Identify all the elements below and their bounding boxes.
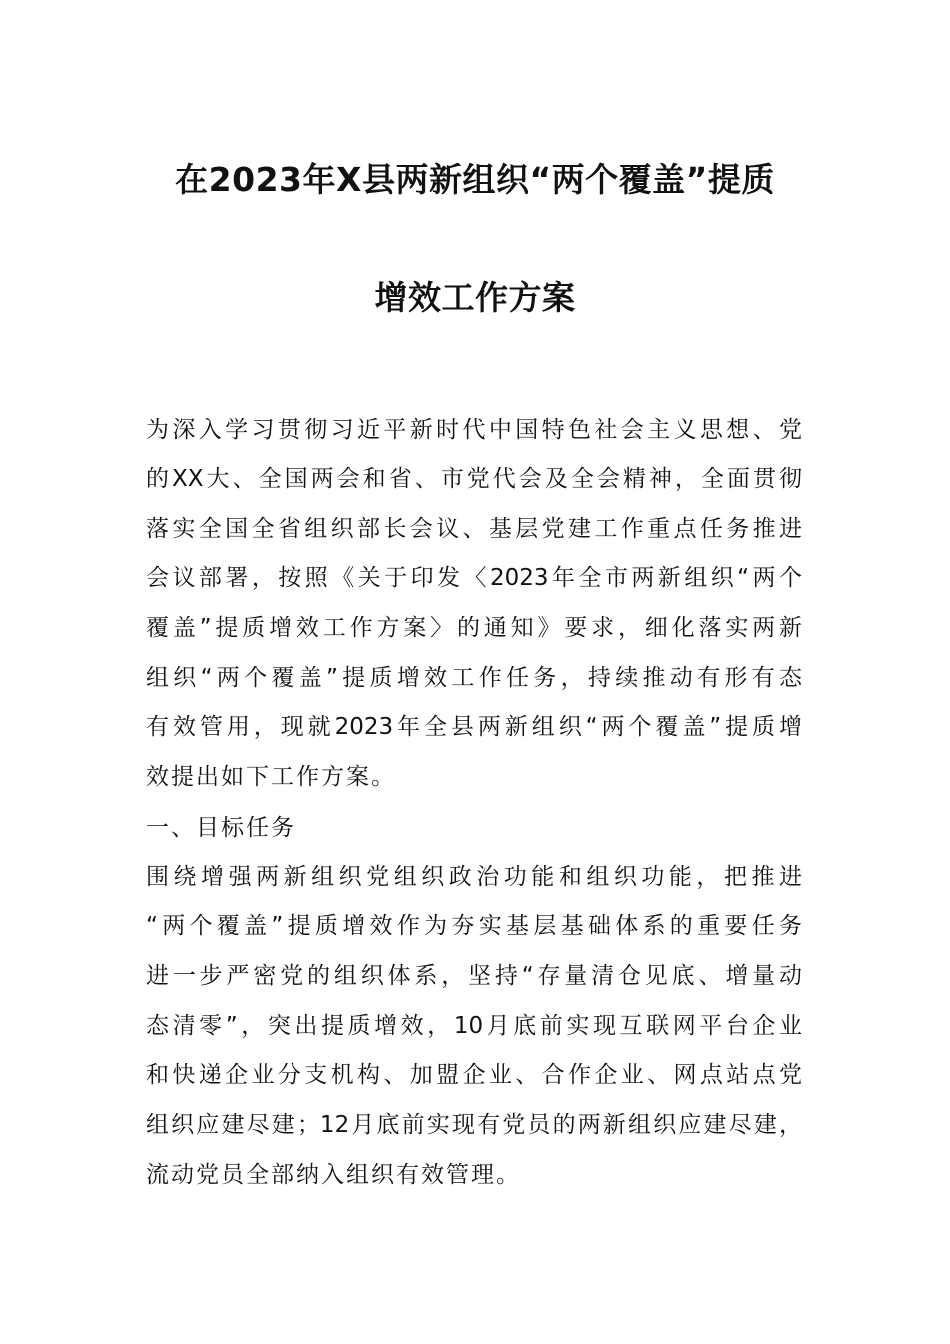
document-title-line-2: 增效工作方案 [374,278,576,317]
intro-line: 效提出如下工作方案。 [146,764,396,790]
section-line: 进一步严密党的组织体系，坚持“存量清仓见底、增量动 [146,963,802,989]
section-line: 流动党员全部纳入组织有效管理。 [146,1162,521,1188]
section-line: 围绕增强两新组织党组织政治功能和组织功能，把推进 [146,864,802,890]
intro-line: 为深入学习贯彻习近平新时代中国特色社会主义思想、党 [146,417,802,443]
intro-line: 会议部署，按照《关于印发〈2023年全市两新组织“两个 [146,565,802,591]
section-line: 组织应建尽建；12月底前实现有党员的两新组织应建尽建， [146,1112,802,1138]
intro-line: 落实全国全省组织部长会议、基层党建工作重点任务推进 [146,516,802,542]
intro-line: 覆盖”提质增效工作方案〉的通知》要求，细化落实两新 [146,615,802,641]
section-line: 态清零”，突出提质增效，10月底前实现互联网平台企业 [146,1013,802,1039]
section-heading: 一、目标任务 [146,815,296,841]
section-line: 和快递企业分支机构、加盟企业、合作企业、网点站点党 [146,1062,802,1088]
intro-line: 组织“两个覆盖”提质增效工作任务，持续推动有形有态 [146,665,802,691]
document-title-line-1: 在2023年X县两新组织“两个覆盖”提质 [175,160,775,199]
intro-line: 有效管用，现就2023年全县两新组织“两个覆盖”提质增 [146,714,802,740]
section-line: “两个覆盖”提质增效作为夯实基层基础体系的重要任务 [146,913,802,939]
intro-line: 的XX大、全国两会和省、市党代会及全会精神，全面贯彻 [146,466,802,492]
